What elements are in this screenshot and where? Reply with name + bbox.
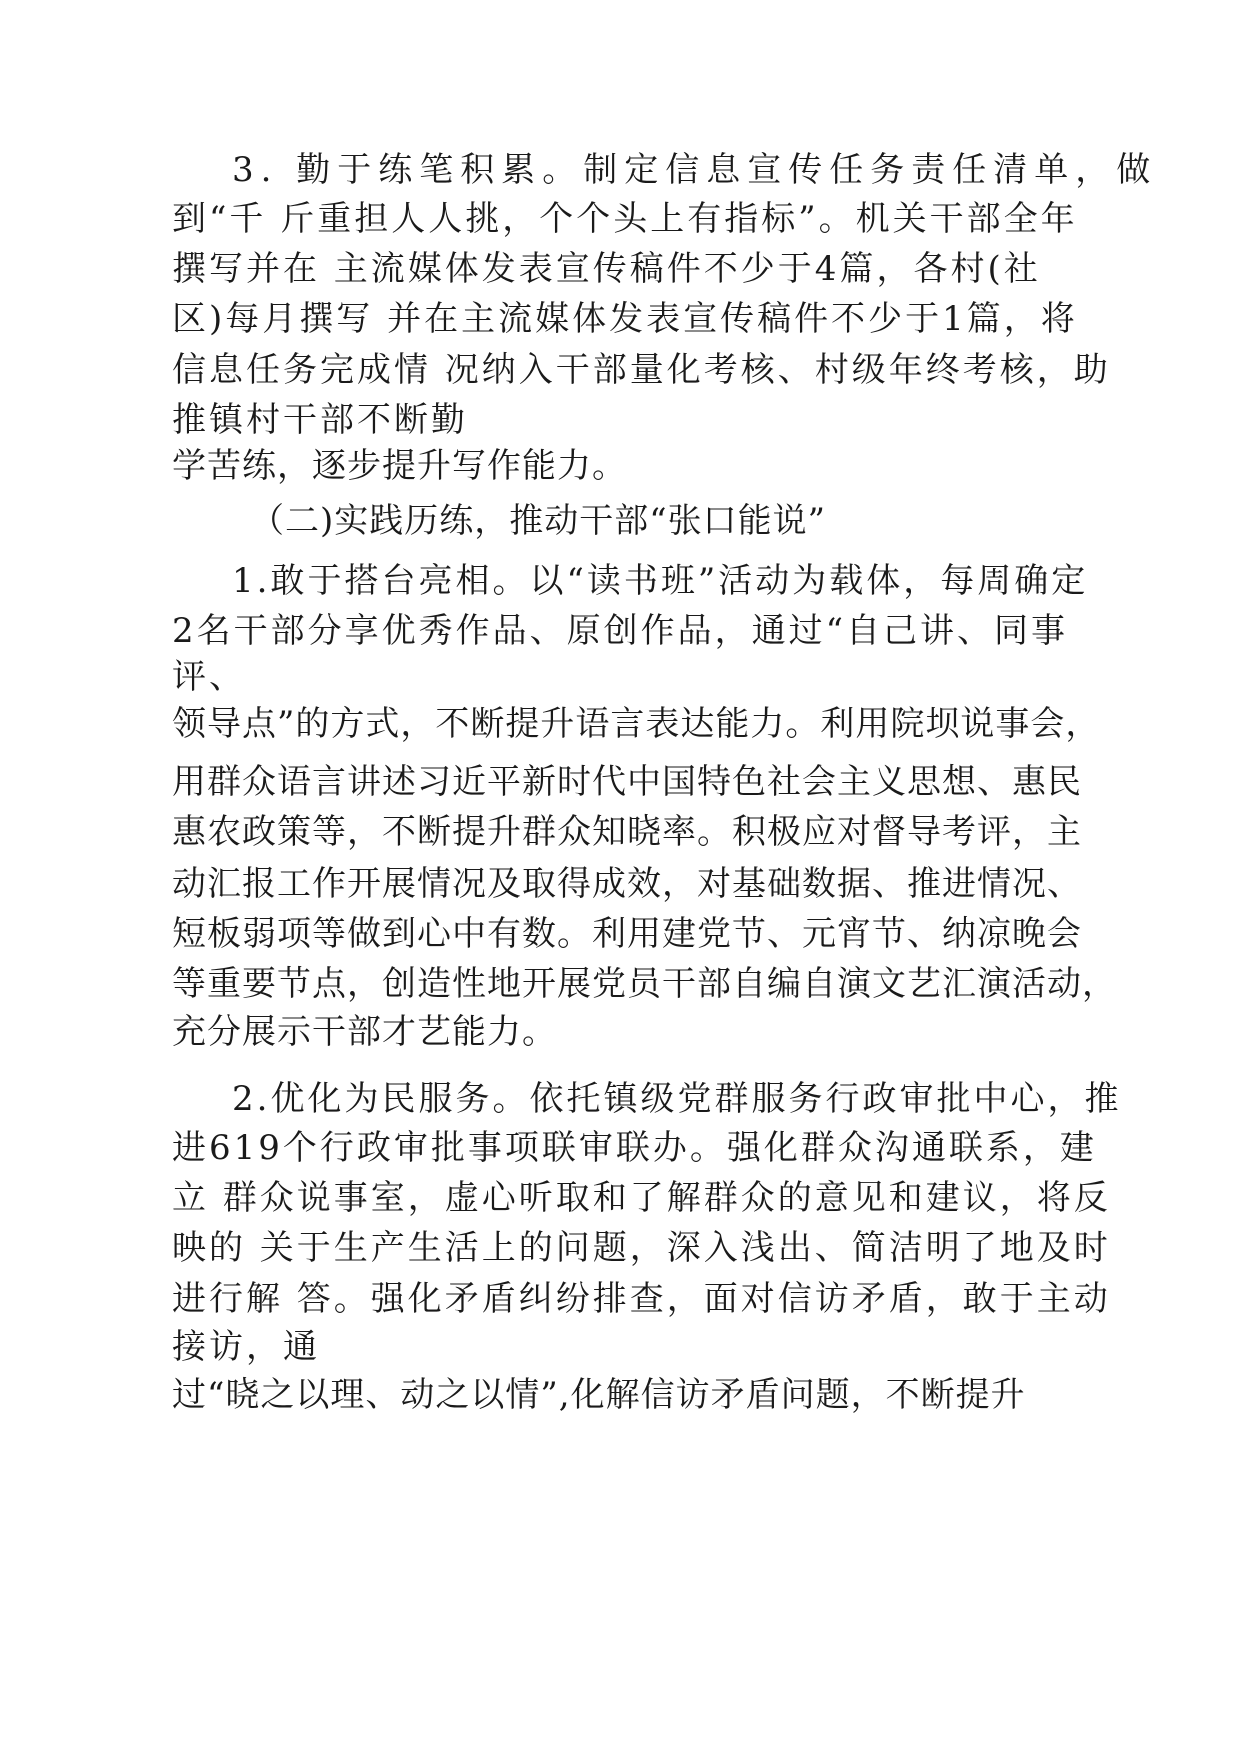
text-line: 区)每月撰写 并在主流媒体发表宣传稿件不少于1篇，将 <box>172 299 1078 339</box>
text-line: 推镇村干部不断勤 <box>172 400 468 440</box>
text-line: 充分展示干部才艺能力。 <box>172 1012 557 1052</box>
text-line: 进行解 答。强化矛盾纠纷排查，面对信访矛盾，敢于主动 <box>172 1279 1111 1319</box>
text-line: 惠农政策等，不断提升群众知晓率。积极应对督导考评，主 <box>172 812 1082 852</box>
text-line: 评、 <box>172 657 246 697</box>
text-line: 2.优化为民服务。依托镇级党群服务行政审批中心，推 <box>232 1079 1122 1119</box>
section-heading: （二)实践历练，推动干部“张口能说” <box>250 501 827 541</box>
text-line: 等重要节点，创造性地开展党员干部自编自演文艺汇演活动， <box>172 964 1117 1004</box>
text-line: 用群众语言讲述习近平新时代中国特色社会主义思想、惠民 <box>172 762 1082 802</box>
text-line: 映的 关于生产生活上的问题，深入浅出、简洁明了地及时 <box>172 1228 1111 1268</box>
text-line: 动汇报工作开展情况及取得成效，对基础数据、推进情况、 <box>172 864 1082 904</box>
text-line: 1.敢于搭台亮相。以“读书班”活动为载体，每周确定 <box>232 561 1089 601</box>
text-line: 3. 勤于练笔积累。制定信息宣传任务责任清单，做 <box>232 150 1158 190</box>
text-line: 2名干部分享优秀作品、原创作品，通过“自己讲、同事 <box>172 611 1069 651</box>
text-line: 撰写并在 主流媒体发表宣传稿件不少于4篇，各村(社 <box>172 249 1041 289</box>
text-line: 进619个行政审批事项联审联办。强化群众沟通联系，建 <box>172 1128 1097 1168</box>
text-line: 接访，通 <box>172 1327 320 1367</box>
text-line: 到“千 斤重担人人挑，个个头上有指标”。机关干部全年 <box>172 199 1078 239</box>
text-line: 学苦练，逐步提升写作能力。 <box>172 446 627 486</box>
text-line: 立 群众说事室，虚心听取和了解群众的意见和建议，将反 <box>172 1178 1111 1218</box>
text-line: 信息任务完成情 况纳入干部量化考核、村级年终考核，助 <box>172 350 1111 390</box>
text-line: 过“晓之以理、动之以情”,化解信访矛盾问题，不断提升 <box>172 1375 1026 1415</box>
text-line: 领导点”的方式，不断提升语言表达能力。利用院坝说事会， <box>172 704 1101 744</box>
text-line: 短板弱项等做到心中有数。利用建党节、元宵节、纳凉晚会 <box>172 914 1082 954</box>
